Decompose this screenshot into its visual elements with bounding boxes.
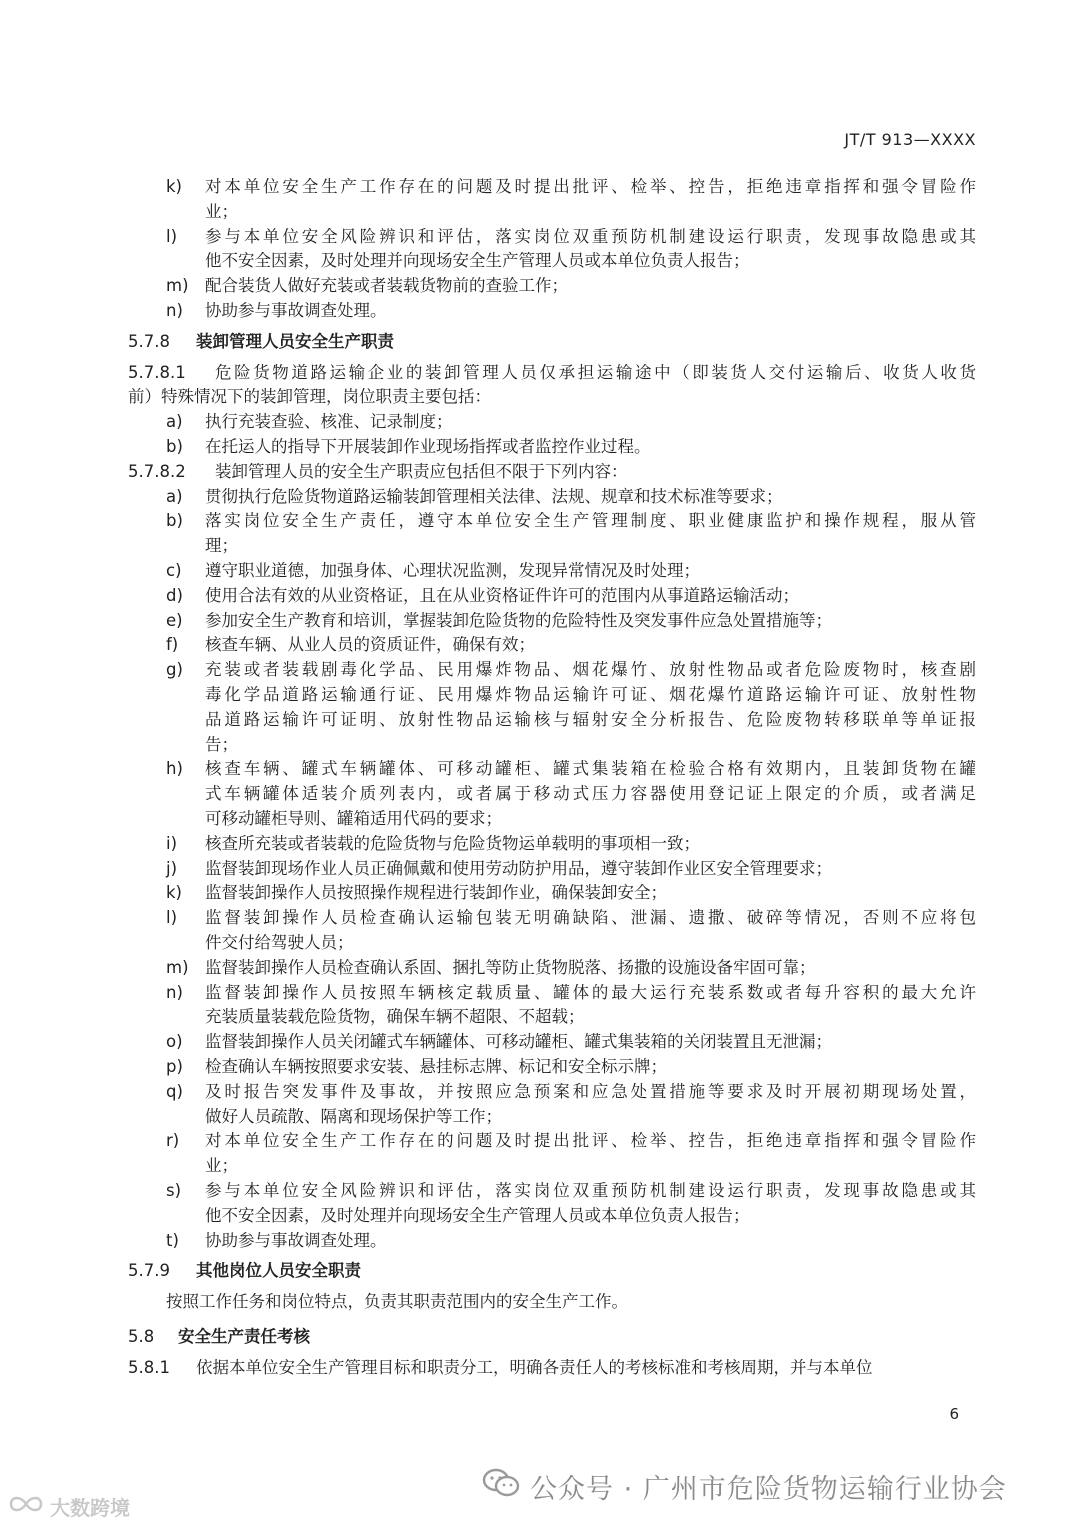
text-line: 监督装卸操作人员检查确认系固、捆扎等防止货物脱落、扬撒的设施设备牢固可靠； [205,957,816,977]
list-item-label: l) [166,226,178,246]
text-line: 参与本单位安全风险辨识和评估，落实岗位双重预防机制建设运行职责，发现事故隐患或其 [205,1181,976,1200]
list-item-label: g) [166,660,183,680]
document-code-header: JT/T 913—XXXX [844,130,976,149]
text-line: 贯彻执行危险货物道路运输装卸管理相关法律、法规、规章和技术标准等要求； [205,486,783,506]
text-line: 监督装卸操作人员关闭罐式车辆罐体、可移动罐柜、罐式集装箱的关闭装置且无泄漏； [205,1032,832,1052]
text-line: 业； [205,1156,238,1176]
list-item-label: f) [166,635,179,655]
text-line: 前）特殊情况下的装卸管理，岗位职责主要包括： [128,387,491,407]
text-line: 业； [205,201,238,221]
text-line: 告； [205,734,238,754]
text-line: 按照工作任务和岗位特点，负责其职责范围内的安全生产工作。 [166,1292,628,1312]
text-line: 协助参与事故调查处理。 [205,1230,387,1250]
text-line: 遵守职业道德，加强身体、心理状况监测，发现异常情况及时处理； [205,561,700,580]
text-line: 做好人员疏散、隔离和现场保护等工作； [205,1106,502,1126]
text-line: 监督装卸现场作业人员正确佩戴和使用劳动防护用品，遵守装卸作业区安全管理要求； [205,858,832,878]
text-line: 可移动罐柜导则、罐箱适用代码的要求； [205,809,502,828]
text-line: 核查车辆、罐式车辆罐体、可移动罐柜、罐式集装箱在检验合格有效期内，且装卸货物在罐 [205,759,976,779]
list-item-label: r) [166,1131,180,1151]
list-item-label: q) [166,1081,183,1101]
text-line: 参与本单位安全风险辨识和评估，落实岗位双重预防机制建设运行职责，发现事故隐患或其 [205,226,976,246]
list-item-label: n) [166,301,183,320]
text-line: 监督装卸操作人员检查确认运输包装无明确缺陷、泄漏、遗撒、破碎等情况，否则不应将包 [205,908,976,928]
list-item-label: n) [166,982,183,1002]
text-line: 配合装货人做好充装或者装载货物前的查验工作； [205,276,568,296]
list-item-label: p) [166,1057,183,1076]
text-line: 充装或者装载剧毒化学品、民用爆炸物品、烟花爆竹、放射性物品或者危险废物时，核查剧 [205,660,976,680]
list-item-label: h) [166,759,183,779]
text-line: 依据本单位安全生产管理目标和职责分工，明确各责任人的考核标准和考核周期，并与本单位 [196,1357,873,1377]
text-line: 监督装卸操作人员按照车辆核定载质量、罐体的最大运行充装系数或者每升容积的最大允许 [205,982,976,1002]
text-line: 执行充装查验、核准、记录制度； [205,412,453,432]
text-line: 在托运人的指导下开展装卸作业现场指挥或者监控作业过程。 [205,437,651,456]
text-line: 他不安全因素，及时处理并向现场安全生产管理人员或本单位负责人报告； [205,1205,750,1225]
list-item-label: a) [166,486,183,506]
text-line: 危险货物道路运输企业的装卸管理人员仅承担运输途中（即装货人交付运输后、收货人收货 [215,362,976,382]
list-item-label: b) [166,511,183,531]
text-line: 装卸管理人员的安全生产职责应包括但不限于下列内容： [215,461,628,481]
list-item-label: j) [166,858,178,878]
list-item-label: k) [166,177,182,196]
text-line: 他不安全因素，及时处理并向现场安全生产管理人员或本单位负责人报告； [205,251,750,271]
page-number: 6 [949,1405,959,1423]
list-item-label: a) [166,412,183,432]
watermark-text: 公众号 · 广州市危险货物运输行业协会 [530,1473,1007,1505]
text-line: 对本单位安全生产工作存在的问题及时提出批评、检举、控告，拒绝违章指挥和强令冒险作 [205,1131,976,1151]
text-line: 理； [205,536,238,556]
text-line: 对本单位安全生产工作存在的问题及时提出批评、检举、控告，拒绝违章指挥和强令冒险作 [205,177,976,196]
text-line: 毒化学品道路运输通行证、民用爆炸物品运输许可证、烟花爆竹道路运输许可证、放射性物 [205,685,976,704]
text-line: 检查确认车辆按照要求安装、悬挂标志牌、标记和安全标示牌； [205,1057,667,1076]
text-line: 及时报告突发事件及事故，并按照应急预案和应急处置措施等要求及时开展初期现场处置， [205,1081,976,1101]
list-item-label: i) [166,833,178,853]
list-item-label: b) [166,437,183,456]
text-line: 件交付给驾驶人员； [205,933,354,952]
list-item-label: m) [166,276,189,296]
list-item-label: l) [166,908,178,928]
list-item-label: k) [166,883,182,903]
section-heading: 安全生产责任考核 [178,1327,310,1346]
wechat-icon [482,1467,520,1506]
list-item-label: m) [166,957,189,977]
text-line: 品道路运输许可证明、放射性物品运输核与辐射安全分析报告、危险废物转移联单等单证报 [205,709,976,729]
section-heading: 装卸管理人员安全生产职责 [196,331,394,351]
list-item-label: c) [166,561,182,580]
wechat-watermark [482,1466,1007,1506]
text-line: 核查车辆、从业人员的资质证件，确保有效； [205,635,535,655]
section-number: 5.7.9 [128,1261,170,1281]
text-line: 参加安全生产教育和培训，掌握装卸危险货物的危险特性及突发事件应急处置措施等； [205,610,832,630]
text-line: 核查所充装或者装载的危险货物与危险货物运单载明的事项相一致； [205,833,700,853]
text-line: 使用合法有效的从业资格证，且在从业资格证件许可的范围内从事道路运输活动； [205,585,799,605]
list-item-label: o) [166,1032,183,1052]
corner-watermark-text: 大数跨境 [50,1496,130,1520]
list-item-label: s) [166,1181,182,1200]
list-item-label: d) [166,585,183,605]
list-item-label: t) [166,1230,179,1250]
text-line: 落实岗位安全生产责任，遵守本单位安全生产管理制度、职业健康监护和操作规程，服从管 [205,511,976,531]
section-number: 5.8 [128,1327,155,1346]
clause-number: 5.7.8.1 [128,362,186,382]
infinity-logo-icon [8,1494,44,1519]
clause-number: 5.8.1 [128,1357,170,1377]
section-number: 5.7.8 [128,331,170,351]
clause-number: 5.7.8.2 [128,461,186,481]
text-line: 充装质量装载危险货物，确保车辆不超限、不超载； [205,1007,585,1027]
corner-watermark [8,1492,130,1521]
text-line: 监督装卸操作人员按照操作规程进行装卸作业，确保装卸安全； [205,883,667,903]
text-line: 式车辆罐体适装介质列表内，或者属于移动式压力容器使用登记证上限定的介质，或者满足 [205,784,976,804]
section-heading: 其他岗位人员安全职责 [196,1261,361,1281]
text-line: 协助参与事故调查处理。 [205,301,387,320]
list-item-label: e) [166,610,183,630]
